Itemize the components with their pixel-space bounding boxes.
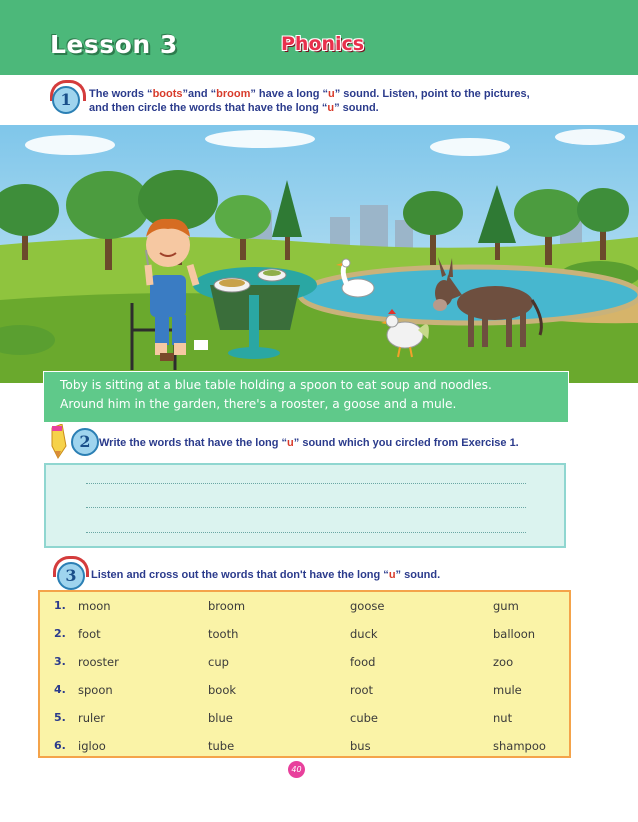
word-item[interactable]: ruler [78,711,106,725]
word-table [38,590,571,758]
row-number: 1. [54,599,66,612]
word-item[interactable]: cube [350,711,378,725]
word-row [40,620,569,648]
word-item[interactable]: gum [493,599,519,613]
page-number: 40 [288,761,305,778]
word-row [40,648,569,676]
word-item[interactable]: bus [350,739,371,753]
exercise-3-number: 3 [57,562,85,590]
word-row [40,732,569,760]
answer-line-1[interactable] [86,483,526,484]
writing-answer-box[interactable] [44,463,566,548]
answer-line-3[interactable] [86,532,526,533]
word-item[interactable]: book [208,683,237,697]
word-item[interactable]: foot [78,627,101,641]
word-item[interactable]: zoo [493,655,514,669]
exercise-1-instruction: The words “boots”and “broom” have a long “u” sound. Listen, point to the pictures, and then circle the words that have the long “u” sound. [89,88,530,114]
word-item[interactable]: mule [493,683,522,697]
word-item[interactable]: igloo [78,739,106,753]
word-item[interactable]: duck [350,627,378,641]
word-item[interactable]: food [350,655,376,669]
exercise-2-instruction: Write the words that have the long “u” sound which you circled from Exercise 1. [99,437,519,449]
word-item[interactable]: broom [208,599,246,613]
word-row [40,592,569,620]
word-item[interactable]: shampoo [493,739,546,753]
lesson-title: Lesson 3 [50,30,178,59]
exercise-1-number: 1 [52,86,80,114]
park-scene-illustration [0,125,638,383]
word-item[interactable]: blue [208,711,233,725]
scene-caption [43,371,569,423]
exercise-2-number: 2 [71,428,99,456]
word-item[interactable]: moon [78,599,111,613]
exercise-3-instruction: Listen and cross out the words that don't have the long “u” sound. [91,569,441,581]
lesson-header [0,0,638,75]
word-item[interactable]: nut [493,711,513,725]
caption-line-1: Toby is sitting at a blue table holding a spoon to eat soup and noodles. [60,378,492,392]
word-item[interactable]: root [350,683,374,697]
word-row [40,704,569,732]
answer-line-2[interactable] [86,507,526,508]
row-number: 6. [54,739,66,752]
caption-line-2: Around him in the garden, there's a rooster, a goose and a mule. [60,397,457,411]
section-title: Phonics [281,33,365,55]
word-item[interactable]: tube [208,739,235,753]
word-item[interactable]: goose [350,599,385,613]
word-item[interactable]: tooth [208,627,239,641]
pencil-icon [48,424,68,460]
row-number: 5. [54,711,66,724]
word-row [40,676,569,704]
row-number: 3. [54,655,66,668]
word-item[interactable]: rooster [78,655,119,669]
row-number: 2. [54,627,66,640]
row-number: 4. [54,683,66,696]
word-item[interactable]: balloon [493,627,536,641]
word-item[interactable]: spoon [78,683,113,697]
word-item[interactable]: cup [208,655,229,669]
